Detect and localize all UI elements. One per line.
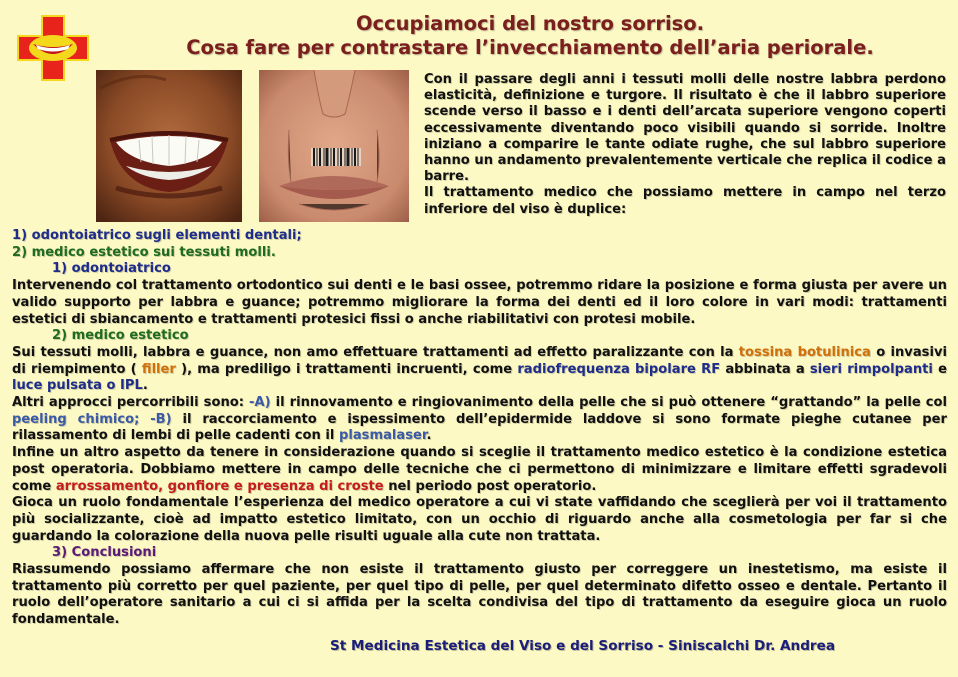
label-a: -A)	[249, 395, 271, 411]
text-span: .	[426, 428, 432, 444]
highlight-sieri: sieri rimpolpanti	[809, 361, 933, 377]
medico-estetico-paragraph-1	[12, 345, 947, 395]
text-span: o invasivi di riempimento (	[12, 344, 947, 377]
section-heading-conclusioni: 3) Conclusioni	[52, 545, 157, 561]
text-span: ), ma prediligo i trattamenti incruenti, come	[175, 361, 518, 377]
medico-estetico-paragraph-2	[12, 395, 947, 445]
list-item-odontoiatrico: 1) odontoiatrico sugli elementi dentali;	[12, 228, 302, 243]
highlight-radiofrequenza: radiofrequenza bipolare RF	[517, 361, 721, 377]
highlight-arrossamento: arrossamento, gonfiore e presenza di croste	[55, 478, 384, 494]
text-span: e	[932, 361, 947, 377]
intro-text	[424, 72, 946, 218]
intro-paragraph-1: Con il passare degli anni i tessuti molli delle nostre labbra perdono elasticità, definizione e turgore. Il risultato è che il labbro superiore scende verso il basso e i denti dell’arcata superiore vengono coperti eccessivamente diventando poco visibili quando si sorride. Inoltre iniziano a comparire le tante odiate rughe, che sul labbro superiore hanno un andamento prevalentemente verticale che replica il codice a barre.	[424, 72, 946, 185]
text-span: il rinnovamento e ringiovanimento della pelle che si può ottenere “grattando” la pelle col	[270, 395, 947, 411]
highlight-filler: filler	[141, 361, 176, 377]
text-span: .	[142, 378, 148, 394]
page-title	[110, 12, 950, 60]
text-span: nel periodo post operatorio.	[383, 478, 597, 494]
red-cross-smile-logo-icon	[16, 14, 90, 82]
intro-paragraph-2: Il trattamento medico che possiamo mettere in campo nel terzo inferiore del viso è duplice:	[424, 185, 946, 217]
medico-estetico-paragraph-4: Gioca un ruolo fondamentale l’esperienza del medico operatore a cui vi state vaffidando che sceglierà per voi il trattamento più socializzante, cioè ad impatto estetico limitato, con un occhio di riguardo anche alla cosmetologia per far si che guardando la colorazione della nuova pelle risulti uguale alla cute non trattata.	[12, 495, 947, 544]
young-smile-photo	[96, 70, 242, 222]
highlight-peeling: peeling chimico; -B)	[12, 411, 172, 427]
highlight-luce-pulsata: luce pulsata o IPL	[12, 378, 143, 394]
section-heading-medico-estetico: 2) medico estetico	[52, 328, 189, 344]
text-span: Sui tessuti molli, labbra e guance, non amo effettuare trattamenti ad effetto paralizzante con la	[12, 344, 739, 360]
text-span: Infine un altro aspetto da tenere in considerazione quando si sceglie il trattamento medico estetico è la condizione estetica post operatoria. Dobbiamo mettere in campo delle tecniche che ci permettono di minimizzare e limitare effetti sgradevoli come	[12, 445, 947, 494]
main-body	[12, 228, 947, 629]
text-span: Altri approcci percorribili sono:	[12, 395, 250, 411]
title-line-1: Occupiamoci del nostro sorriso.	[355, 12, 705, 35]
odontoiatrico-paragraph: Intervenendo col trattamento ortodontico sui denti e le basi ossee, potremmo ridare la posizione e forma giusta per avere un valido supporto per labbra e guance; potremmo migliorare la forma dei denti ed il loro colore in vari modi: trattamenti estetici di sbiancamento e trattamenti protesici fissi o anche riabilitativi con protesi mobile.	[12, 278, 947, 327]
aged-lips-photo	[259, 70, 409, 222]
footer-signature: St Medicina Estetica del Viso e del Sorriso - Siniscalchi Dr. Andrea	[330, 638, 836, 654]
medico-estetico-paragraph-3	[12, 445, 947, 495]
section-heading-odontoiatrico: 1) odontoiatrico	[52, 261, 171, 277]
list-item-medico-estetico: 2) medico estetico sui tessuti molli.	[12, 244, 276, 260]
highlight-plasmalaser: plasmalaser	[338, 428, 427, 444]
conclusioni-paragraph: Riassumendo possiamo affermare che non esiste il trattamento giusto per correggere un inestetismo, ma esiste il trattamento più corretto per quel paziente, per quel tipo di pelle, per quel determinato difetto osseo e dentale. Pertanto il ruolo dell’operatore sanitario a cui ci si affida per la scelta condivisa del tipo di trattamento da eseguire gioca un ruolo fondamentale.	[12, 562, 947, 628]
text-span: abbinata a	[720, 361, 810, 377]
title-line-2: Cosa fare per contrastare l’invecchiamento dell’aria periorale.	[186, 36, 874, 59]
text-span: il raccorciamento e ispessimento dell’epidermide laddove si sono formate pieghe cutanee per rilassamento di lembi di pelle cadenti con il	[12, 411, 947, 444]
highlight-tossina: tossina botulinica	[738, 344, 871, 360]
